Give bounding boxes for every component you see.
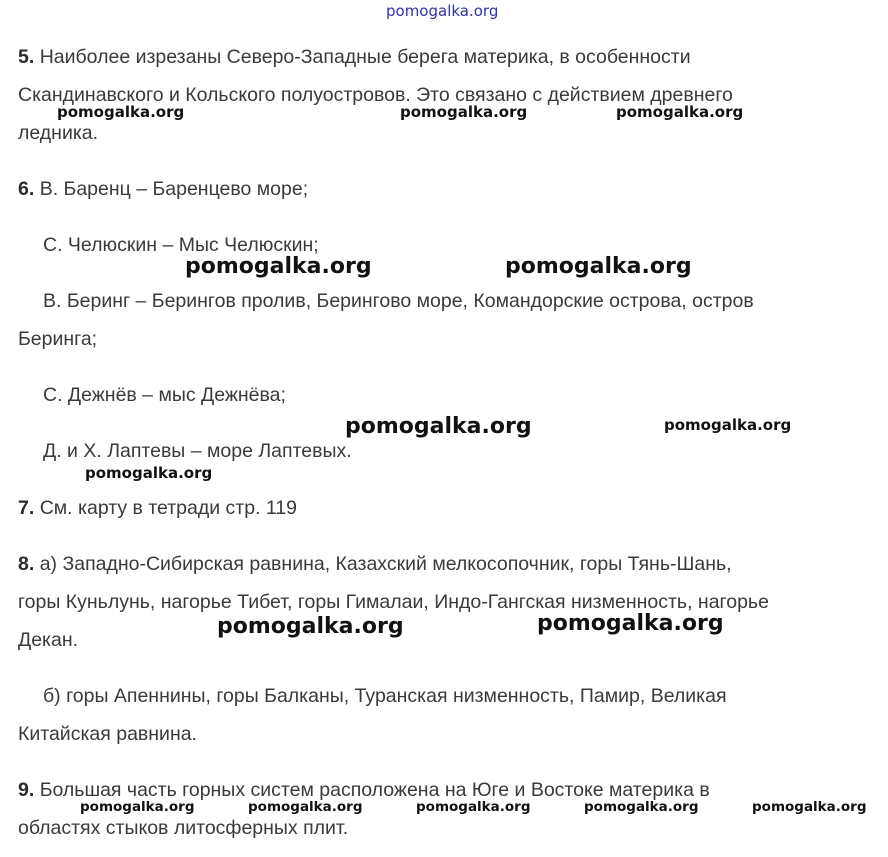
item-8-text-1: а) Западно-Сибирская равнина, Казахский мелкосопочник, горы Тянь-Шань, [39,553,732,575]
watermark: pomogalka.org [584,799,699,815]
item-5-line-3: ледника. [18,122,99,144]
item-9-text-1: Большая часть горных систем расположена на Юге и Востоке материка в [39,779,710,801]
item-8-line-3: Декан. [18,629,79,651]
item-7-line-1 [18,496,297,520]
item-5-text-1: Наиболее изрезаны Северо-Западные берега материка, в особенности [39,46,691,68]
watermark: pomogalka.org [80,799,195,815]
item-9-number: 9. [18,779,35,801]
item-6-line-3: В. Беринг – Берингов пролив, Берингово море, Командорские острова, остров [43,290,754,312]
item-8-line-4: б) горы Апеннины, горы Балканы, Туранская низменность, Памир, Великая [43,685,727,707]
watermark: pomogalka.org [57,103,185,121]
item-8-line-5: Китайская равнина. [18,723,197,745]
item-8-line-2: горы Куньлунь, нагорье Тибет, горы Гималаи, Индо-Гангская низменность, нагорье [18,591,769,613]
watermark: pomogalka.org [416,799,531,815]
item-9-line-2: областях стыков литосферных плит. [18,817,349,839]
watermark: pomogalka.org [664,416,792,434]
watermark: pomogalka.org [537,611,724,636]
watermark: pomogalka.org [752,799,867,815]
item-6-line-1 [18,177,308,201]
watermark: pomogalka.org [248,799,363,815]
watermark: pomogalka.org [345,414,532,439]
item-6-line-2: С. Челюскин – Мыс Челюскин; [43,234,319,256]
watermark: pomogalka.org [185,254,372,279]
item-6-text-1: В. Баренц – Баренцево море; [39,178,309,200]
item-8-number: 8. [18,553,35,575]
item-6-line-4: Беринга; [18,328,98,350]
item-7-text-1: См. карту в тетради стр. 119 [39,497,297,519]
watermark: pomogalka.org [400,103,528,121]
watermark: pomogalka.org [217,614,404,639]
header-watermark: pomogalka.org [386,2,499,20]
item-8-line-1 [18,552,732,576]
item-6-line-5: С. Дежнёв – мыс Дежнёва; [43,384,286,406]
watermark: pomogalka.org [616,103,744,121]
item-5-line-1 [18,45,691,69]
item-6-line-6: Д. и Х. Лаптевы – море Лаптевых. [43,440,352,462]
watermark: pomogalka.org [85,464,213,482]
item-7-number: 7. [18,497,35,519]
item-6-number: 6. [18,178,35,200]
item-5-line-2: Скандинавского и Кольского полуостровов. Это связано с действием древнего [18,84,733,106]
item-5-number: 5. [18,46,35,68]
watermark: pomogalka.org [505,254,692,279]
